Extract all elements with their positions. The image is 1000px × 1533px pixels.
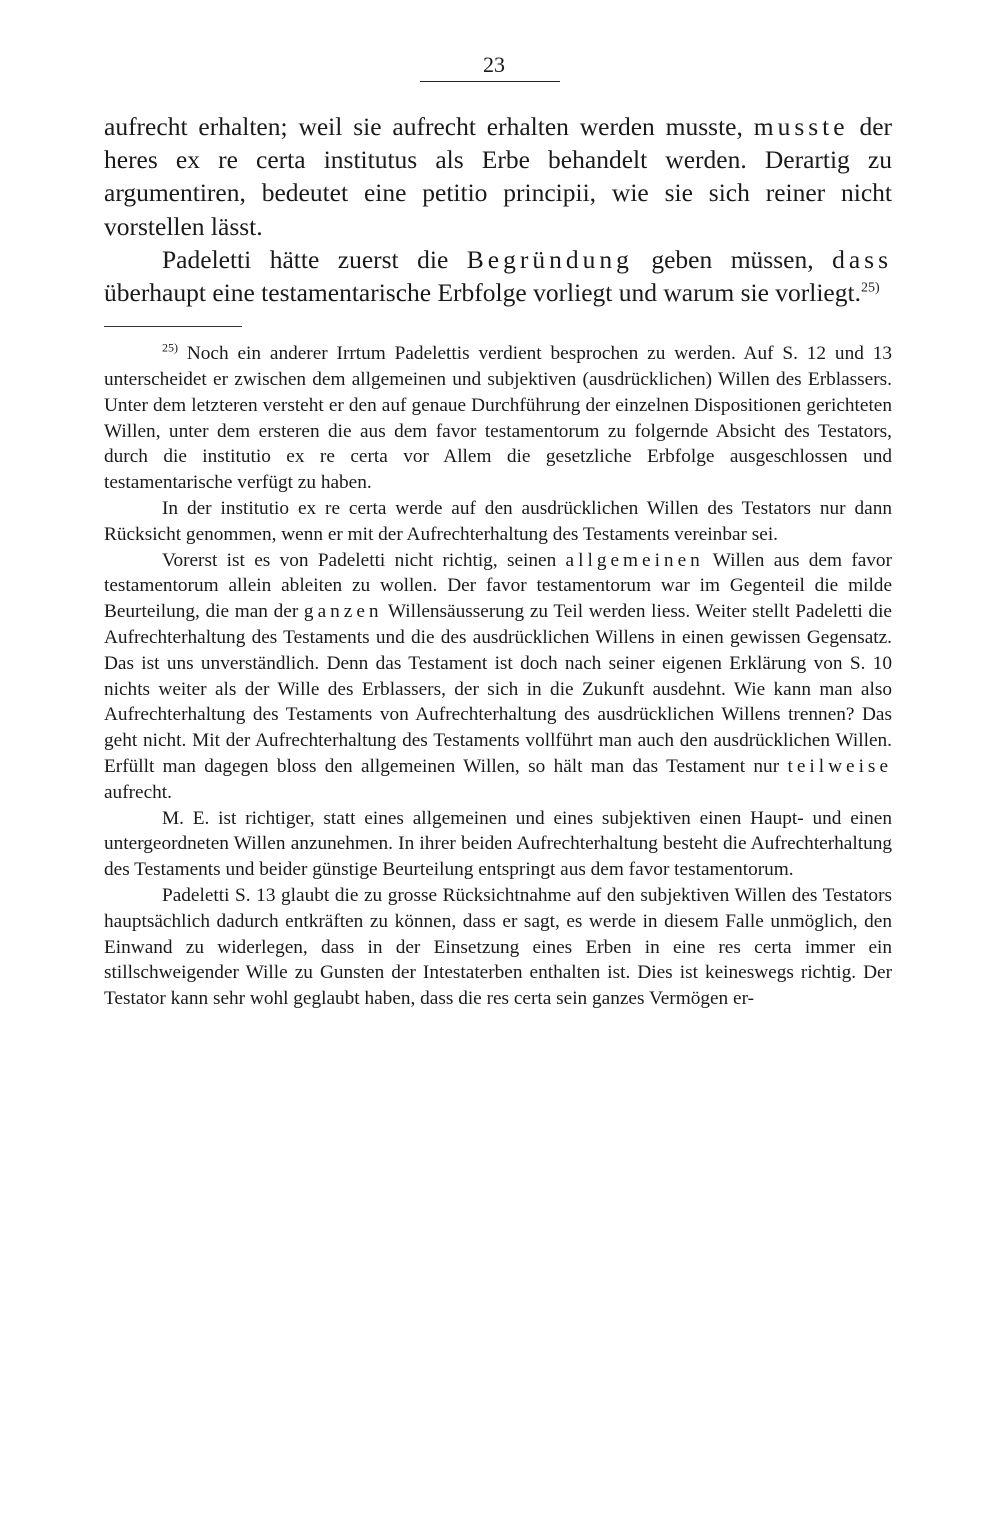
main-paragraph-1-line-1: aufrecht erhalten; weil sie aufrecht erhalten werden musste, bbox=[104, 112, 743, 141]
footnote-paragraph-3-b: Willen aus dem favor testamentorum allein ableiten zu wollen. Der favor testamentorum war im Gegenteil die milde Beurteilung, die man der bbox=[104, 549, 892, 623]
main-paragraph-1-rest: der heres ex re certa institutus als Erbe behandelt werden. Derartig zu argumentiren, bedeutet eine petitio principii, wie sie sich reiner nicht vorstellen lässt. bbox=[104, 112, 893, 241]
footnote-reference[interactable]: 25) bbox=[860, 280, 880, 296]
emphasis-allgemeinen: allgemeinen bbox=[565, 549, 704, 571]
emphasis-musste: musste bbox=[753, 112, 849, 141]
footnote-paragraph-5: Padeletti S. 13 glaubt die zu grosse Rücksichtnahme auf den subjektiven Willen des Testators hauptsächlich dadurch entkräften zu können, dass er sagt, es werde in diesem Falle unmöglich, den Einwand zu widerlegen, dass in der Einsetzung eines Erben in eine res certa immer ein stillschweigender Wille zu Gunsten der Intestaterben enthalten ist. Dies ist keineswegs richtig. Der Testator kann sehr wohl geglaubt haben, dass die res certa sein ganzes Vermögen er- bbox=[104, 884, 892, 1010]
footnote-paragraph-1 bbox=[104, 341, 892, 496]
main-paragraph-1 bbox=[104, 110, 892, 243]
emphasis-dass: dass bbox=[832, 244, 893, 274]
footnotes bbox=[104, 341, 892, 1012]
emphasis-ganzen: ganzen bbox=[303, 601, 383, 623]
document-page bbox=[104, 52, 892, 1012]
main-paragraph-2 bbox=[104, 243, 892, 309]
footnote-divider bbox=[104, 326, 242, 327]
footnote-paragraph-4: M. E. ist richtiger, statt eines allgemeinen und eines subjektiven einen Haupt- und einen untergeordneten Willen anzunehmen. In ihrer beiden Aufrechterhaltung besteht die Aufrechterhaltung des Testaments und beider günstige Beurteilung entspringt aus dem favor testamentorum. bbox=[104, 807, 892, 881]
footnote-paragraph-1-text: Noch ein anderer Irrtum Padelettis verdient besprochen zu werden. Auf S. 12 und 13 unterscheidet er zwischen dem allgemeinen und subjektiven (ausdrücklichen) Willen des Erblassers. Unter dem letzteren versteht er den auf genaue Durchführung der einzelnen Dispositionen gerichteten Willen, unter dem ersteren die aus dem favor testamentorum zu folgernde Absicht des Testators, durch die institutio ex re certa vor Allem die gesetzliche Erbfolge ausgeschlossen und testamentarische verfügt zu haben. bbox=[104, 343, 892, 494]
main-paragraph-2-a: Padeletti hätte zuerst die bbox=[162, 244, 467, 274]
page-number-rule bbox=[420, 81, 560, 82]
main-paragraph-2-c: überhaupt eine testamentarische Erbfolge vorliegt und warum sie vorliegt. bbox=[104, 278, 861, 308]
footnote-paragraph-3-d: aufrecht. bbox=[104, 781, 172, 803]
footnote-paragraph-3-a: Vorerst ist es von Padeletti nicht richtig, seinen bbox=[162, 549, 566, 571]
emphasis-begruendung: Begründung bbox=[466, 244, 633, 274]
main-text bbox=[104, 110, 892, 309]
main-paragraph-2-b: geben müssen, bbox=[632, 244, 833, 274]
page-number: 23 bbox=[483, 52, 505, 77]
footnote-paragraph-2: In der institutio ex re certa werde auf den ausdrücklichen Willen des Testators nur dann Rücksicht genommen, wenn er mit der Aufrechterhaltung des Testaments vereinbar sei. bbox=[104, 498, 892, 545]
footnote-paragraph-3-c: Willensäusserung zu Teil werden liess. Weiter stellt Padeletti die Aufrechterhaltung des Testaments und die des ausdrücklichen Willens in einen gewissen Gegensatz. Das ist uns unverständlich. Denn das Testament ist doch nach seiner eigenen Erklärung von S. 10 nichts weiter als der Wille des Erblassers, der sich in die Zukunft ausdehnt. Wie kann man also Aufrechterhaltung des Testaments von Aufrechterhaltung des ausdrücklichen Willens trennen? Das geht nicht. Mit der Aufrechterhaltung des Testaments vollführt man auch den ausdrücklichen Willen. Erfüllt man dagegen bloss den allgemeinen Willen, so hält man das Testament nur bbox=[104, 601, 892, 777]
emphasis-teilweise: teilweise bbox=[787, 755, 892, 777]
footnote-paragraph-3 bbox=[104, 548, 892, 806]
footnote-mark: 25) bbox=[162, 340, 178, 355]
